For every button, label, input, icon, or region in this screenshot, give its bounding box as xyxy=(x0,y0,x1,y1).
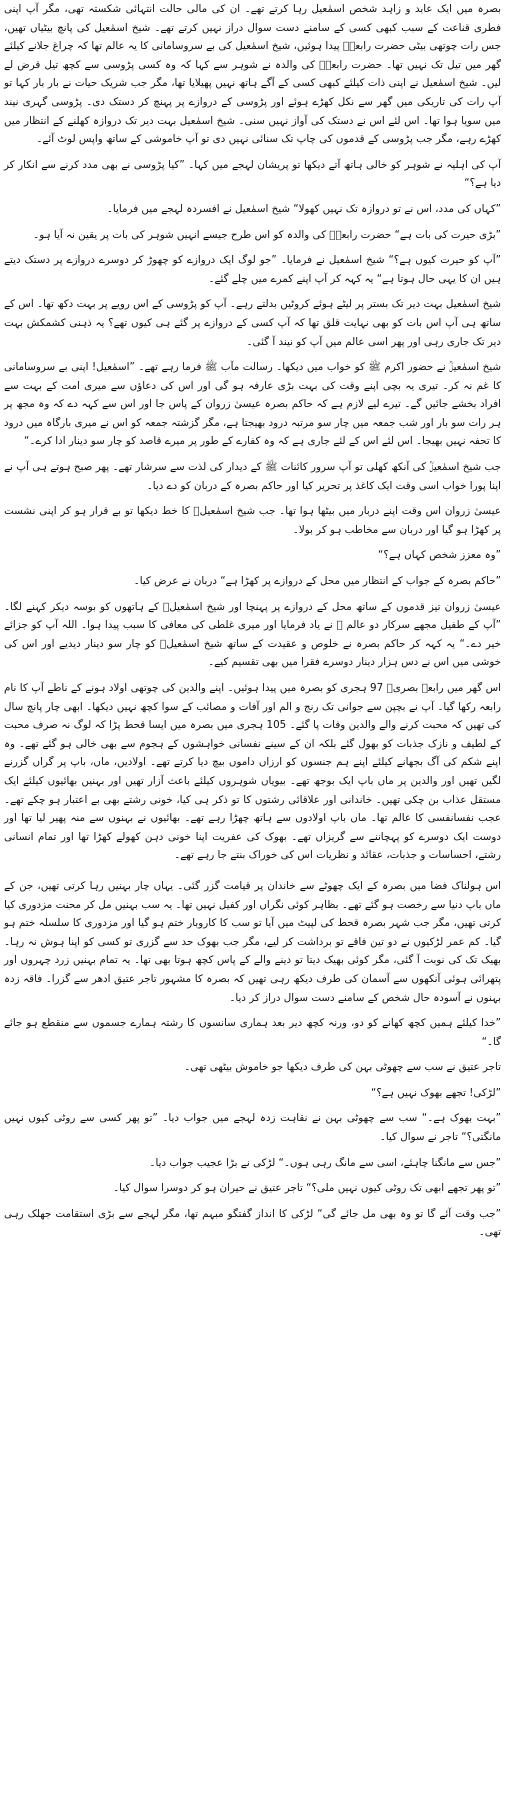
paragraph: عیسیٰ زروان تیز قدموں کے ساتھ محل کے دروازے پر پہنچا اور شیخ اسمٰعیلؒ کے ہاتھوں کو بوسہ دیکر کہنے لگا۔ ”آپ کے طفیل مجھے سرکار دو عالم ﷺ نے یاد فرمایا اور میری غلطی کی معافی کا سبب پیدا ہوا۔ اللہ آپ کو جزائے خیر دے۔“ یہ کہہ کر حاکم بصرہ نے خلوص و عقیدت کے ساتھ شیخ اسمٰعیلؒ کو چار سو دینار دیدیے اور اس کی خوشی میں اس نے دس ہزار دینار دوسرے فقرا میں بھی تقسیم کیے۔ xyxy=(4,600,501,669)
paragraph: جب شیخ اسمٰعیلؒ کی آنکھ کھلی تو آپ سرور کائنات ﷺ کے دیدار کی لذت سے سرشار تھے۔ پھر صبح ہوتے ہی آپ نے اپنا پورا خواب اسی وقت ایک کاغذ پر تحریر کیا اور حاکم بصرہ کے دربان کو دے دیا۔ xyxy=(4,461,501,492)
paragraph: ”آپ کو حیرت کیوں ہے؟“ شیخ اسمٰعیل نے فرمایا۔ ”جو لوگ ایک دروازے کو چھوڑ کر دوسرے دروازے پر دستک دیتے ہیں ان کا یہی حال ہوتا ہے“ یہ کہہ کر آپ اپنے کمرے میں چلے گئے۔ xyxy=(4,254,501,285)
paragraph: شیخ اسمٰعیل بہت دیر تک بستر پر لیٹے ہوئے کروٹیں بدلتے رہے۔ آپ کو پڑوسی کے اس رویے پر بہت دکھ تھا۔ اس کے ساتھ ہی آپ اس بات کو بھی نہایت قلق تھا کہ آپ کسی کے دروازے پر گئے ہی کیوں تھے؟ یہ ذہنی کشمکش بہت دیر تک جاری رہی اور پھر اسی عالم میں آپ کو نیند آ گئی۔ xyxy=(4,298,501,348)
paragraph: ”جب وقت آئے گا تو وہ بھی مل جائے گی“ لڑکی کا انداز گفتگو مبہم تھا، مگر لہجے سے بڑی استقامت جھلک رہی تھی۔ xyxy=(4,1207,501,1239)
paragraph: اس ہولناک فضا میں بصرہ کے ایک چھوٹے سے خاندان پر قیامت گزر گئی۔ یہاں چار بہنیں رہا کرتی تھیں، جن کے ماں باپ دنیا سے رخصت ہو گئے تھے۔ بظاہر کوئی نگراں اور کفیل نہیں تھا۔ یہ سب بہنیں مل کر محنت مزدوری کیا کرتی تھیں، مگر جب شہر بصرہ قحط کی لپیٹ میں آیا تو سب کا کاروبار ختم ہو گیا اور مزدوری کا سلسلہ ختم ہو گیا۔ کم عمر لڑکیوں نے دو تین فاقے تو برداشت کر لیے، مگر جب بھوک حد سے گزری تو کسی کو اپنا ہوش نہ رہا۔ بھیک تک کی نوبت آ گئی، مگر کوئی بھیک دیتا تو دینے والے کے پاس کچھ ہوتا بھی تھا۔ یہ تمام بہنیں زرد چہروں اور پتھرائی ہوئی آنکھوں سے آسمان کی طرف دیکھ رہی تھیں کہ بصرہ کا مشہور تاجر عتیق ادھر سے گزرا۔ فاقہ زدہ بہنوں نے آسودہ حال شخص کے سامنے دست سوال دراز کر دیا۔ xyxy=(4,879,501,1004)
paragraph: ”بڑی حیرت کی بات ہے“ حضرت رابعہؒ کی والدہ کو اس طرح جیسے انہیں شوہر کی بات پر یقین نہ آیا ہو۔ xyxy=(33,228,501,241)
paragraph: ”لڑکی! تجھے بھوک نہیں ہے؟“ xyxy=(370,1086,501,1099)
paragraph: ”تو پھر تجھے ابھی تک روٹی کیوں نہیں ملی؟“ تاجر عتیق نے حیران ہو کر دوسرا سوال کیا۔ xyxy=(113,1182,501,1195)
paragraph: ”خدا کیلئے ہمیں کچھ کھانے کو دو، ورنہ کچھ دیر بعد ہماری سانسوں کا رشتہ ہمارے جسموں سے منقطع ہو جائے گا۔“ xyxy=(4,1017,501,1048)
paragraph: شیخ اسمٰعیلؒ نے حضور اکرم ﷺ کو خواب میں دیکھا۔ رسالت مآب ﷺ فرما رہے تھے۔ ”اسمٰعیل! اپنی بے سروسامانی کا غم نہ کر۔ تیری یہ بچی اپنے وقت کی بہت بڑی عارفہ ہو گی اور اس کی دعاؤں سے میری امت کے بہت سے افراد بخشے جائیں گے۔ تیرے لیے لازم ہے کہ حاکم بصرہ عیسیٰ زروان کے پاس جا اور اس سے کہہ دے کہ وہ مجھ پر ہر رات سو بار اور شب جمعہ میں چار سو مرتبہ درود بھیجتا ہے، مگر گزشتہ جمعہ کو اس نے میری بارگاہ میں درود کا تحفہ نہیں بھیجا۔ اس لئے اس کے لئے جاری ہے کہ وہ کفارے کے طور پر میرے قاصد کو چار سو دینار ادا کرے۔“ xyxy=(4,361,501,448)
paragraph: عیسیٰ زروان اس وقت اپنے دربار میں بیٹھا ہوا تھا۔ جب شیخ اسمٰعیلؒ کا خط دیکھا تو بے قرار ہو کر اپنی نشست پر کھڑا ہو گیا اور دربان سے مخاطب ہو کر بولا۔ xyxy=(4,505,501,536)
paragraph: تاجر عتیق نے سب سے چھوٹی بہن کی طرف دیکھا جو خاموش بیٹھی تھی۔ xyxy=(184,1061,501,1074)
article-page xyxy=(4,0,501,1814)
paragraph: ”وہ معزز شخص کہاں ہے؟“ xyxy=(378,549,501,562)
paragraph: اس گھر میں رابعہ بصریؒ 97 ہجری کو بصرہ میں پیدا ہوئیں۔ اپنے والدین کی چوتھی اولاد ہونے کے ناطے آپ کا نام رابعہ رکھا گیا۔ آپ نے بچپن سے جوانی تک رنج و الم اور آفات و مصائب کے سوا کچھ نہیں دیکھا۔ ابھی چار پانچ سال کی تھیں کہ محبت کرنے والے والدین وفات پا گئے۔ 105 ہجری میں بصرہ میں ایسا قحط پڑا کہ لوگ نہ صرف محبت کے لطیف و نازک جذبات کو بھول گئے بلکہ ان کے سینے نفسانی خواہشوں کے ہجوم سے بھی خالی ہو گئے تھے۔ وہ اپنے شکم کی آگ بجھانے کیلئے اپنے ہم جنسوں کو ارزاں داموں بیچ دیا کرتے تھے۔ اولادیں، ماں، باپ پر گراں گزرنے لگیں تھیں اور والدین پر ماں باپ ایک بوجھ تھے۔ بیویاں شوہروں کیلئے باعث آزار تھیں اور بہنیں بھائیوں کیلئے ایک مستقل عذاب بن چکی تھیں۔ خاندانی اور علاقائی رشتوں کا تو ذکر ہی کیا، خونی رشتے بھی بے اعتبار ہو چکے تھے۔ عجب نفسانفسی کا عالم تھا۔ ماں باپ اولادوں سے ہاتھ چھڑا رہے تھے۔ بھائیوں نے بہنوں سے منہ پھیر لیا تھا اور دوست ایک دوسرے کو پہچاننے سے گریزاں تھے۔ بھوک کی عفریت اپنا خونی دہن کھولے کھڑا تھا اور تمام انسانی رشتے، احساسات و جذبات، عقائد و نظریات اس کی خوراک بنتے جا رہے تھے۔ xyxy=(4,682,501,862)
paragraph: ”جس سے مانگنا چاہئے، اسی سے مانگ رہی ہوں۔“ لڑکی نے بڑا عجیب جواب دیا۔ xyxy=(149,1156,501,1169)
paragraph: ”حاکم بصرہ کے جواب کے انتظار میں محل کے دروازے پر کھڑا ہے“ دربان نے عرض کیا۔ xyxy=(133,575,501,588)
paragraph: بصرہ میں ایک عابد و زاہد شخص اسمٰعیل رہا کرتے تھے۔ ان کی مالی حالت انتہائی شکستہ تھی، مگر آپ اپنی فطری قناعت کے سبب کبھی کسی کے سامنے دست سوال دراز نہیں کرتے تھے۔ شیخ اسمٰعیل کی پانچ بیٹیاں تھیں، جس رات چوتھی بیٹی حضرت رابعہؒ پیدا ہوئیں، شیخ اسمٰعیل کی بے سروسامانی کا یہ عالم تھا کہ چراغ جلانے کیلئے گھر میں تیل تک نہیں تھا۔ حضرت رابعہؒ کی والدہ نے شوہر سے کہا کہ وہ کسی پڑوسی سے کچھ تیل قرض لے لیں۔ شیخ اسمٰعیل نے اپنی ذات کیلئے کبھی کسی کے آگے ہاتھ نہیں پھیلایا تھا، مگر جب شریک حیات نے بار بار کہا تو آپ رات کی تاریکی میں گھر سے نکل کھڑے ہوئے اور پڑوسی کے دروازے پر پہنچ کر دستک دی۔ پڑوسی گہری نیند میں سویا ہوا تھا۔ اس لئے اس نے دستک کی آواز نہیں سنی۔ شیخ اسمٰعیل بہت دیر تک دروازہ کھلنے کے انتظار میں کھڑے رہے، مگر جب پڑوسی کے قدموں کی چاپ تک سنائی نہیں دی تو آپ خاموشی کے ساتھ واپس لوٹ آئے۔ xyxy=(4,3,501,146)
paragraph: ”کہاں کی مدد، اس نے تو دروازہ تک نہیں کھولا“ شیخ اسمٰعیل نے افسردہ لہجے میں فرمایا۔ xyxy=(106,202,501,215)
paragraph: آپ کی اہلیہ نے شوہر کو خالی ہاتھ آتے دیکھا تو پریشان لہجے میں کہا۔ ”کیا پڑوسی نے بھی مدد کرنے سے انکار کر دیا ہے؟“ xyxy=(4,158,501,190)
paragraph: ”بہت بھوک ہے۔“ سب سے چھوٹی بہن نے نقاہت زدہ لہجے میں جواب دیا۔ ”تو پھر کسی سے روٹی کیوں نہیں مانگتی؟“ تاجر نے سوال کیا۔ xyxy=(4,1112,501,1144)
